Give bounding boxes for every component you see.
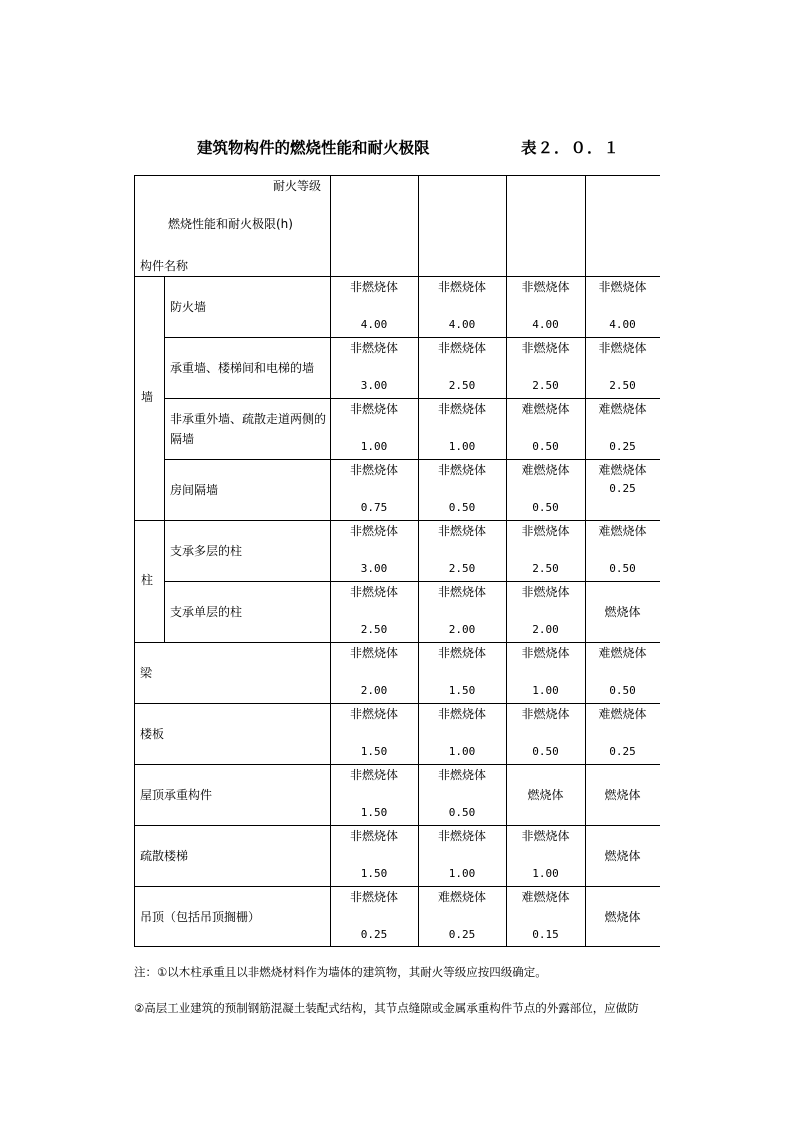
fire-resistance-hours: 0.50 bbox=[609, 562, 636, 575]
combustion-class: 非燃烧体 bbox=[349, 829, 399, 843]
combustion-class: 非燃烧体 bbox=[349, 768, 399, 782]
combustion-class: 非燃烧体 bbox=[349, 341, 399, 355]
component-name: 防火墙 bbox=[170, 300, 207, 314]
fire-resistance-hours: 3.00 bbox=[360, 379, 388, 392]
row-divider bbox=[134, 703, 660, 704]
column-divider bbox=[506, 175, 507, 947]
combustion-class: 非燃烧体 bbox=[349, 890, 399, 904]
fire-resistance-hours: 1.50 bbox=[360, 806, 388, 819]
combustion-class: 非燃烧体 bbox=[521, 341, 570, 355]
fire-resistance-hours: 2.50 bbox=[448, 562, 476, 575]
combustion-class: 难燃烧体 bbox=[521, 890, 570, 904]
component-name: 吊顶（包括吊顶搁栅） bbox=[140, 910, 261, 924]
fire-resistance-hours: 1.50 bbox=[360, 745, 388, 758]
combustion-class: 非燃烧体 bbox=[437, 341, 487, 355]
combustion-class: 非燃烧体 bbox=[521, 524, 570, 538]
table-number: 表２．０．１ bbox=[521, 138, 621, 157]
row-divider bbox=[164, 337, 660, 338]
combustion-class: 难燃烧体 bbox=[521, 402, 570, 416]
component-name: 楼板 bbox=[140, 727, 165, 741]
fire-resistance-hours: 2.00 bbox=[360, 684, 388, 697]
table-title: 建筑物构件的燃烧性能和耐火极限 bbox=[197, 138, 430, 157]
combustion-class: 非燃烧体 bbox=[349, 463, 399, 477]
fire-resistance-hours: 0.25 bbox=[360, 928, 388, 941]
fire-resistance-hours: 0.25 bbox=[609, 482, 636, 495]
component-name: 隔墙 bbox=[170, 432, 195, 446]
fire-resistance-hours: 0.15 bbox=[532, 928, 559, 941]
fire-resistance-hours: 0.50 bbox=[609, 684, 636, 697]
fire-resistance-hours: 0.50 bbox=[532, 440, 559, 453]
combustion-class: 难燃烧体 bbox=[521, 463, 570, 477]
combustion-class: 非燃烧体 bbox=[437, 646, 487, 660]
fire-resistance-hours: 2.50 bbox=[532, 562, 559, 575]
fire-resistance-hours: 4.00 bbox=[448, 318, 476, 331]
combustion-class: 非燃烧体 bbox=[437, 585, 487, 599]
combustion-class: 非燃烧体 bbox=[437, 463, 487, 477]
combustion-class: 难燃烧体 bbox=[598, 524, 647, 538]
fire-resistance-hours: 0.25 bbox=[609, 440, 636, 453]
table-border-bottom bbox=[134, 946, 660, 947]
combustion-class: 非燃烧体 bbox=[349, 585, 399, 599]
fire-resistance-hours: 1.00 bbox=[448, 867, 476, 880]
fire-resistance-hours: 2.50 bbox=[609, 379, 636, 392]
combustion-class: 非燃烧体 bbox=[521, 646, 570, 660]
component-name: 支承多层的柱 bbox=[170, 544, 243, 558]
combustion-class: 非燃烧体 bbox=[349, 707, 399, 721]
fire-resistance-hours: 1.00 bbox=[532, 867, 559, 880]
fire-resistance-hours: 2.50 bbox=[448, 379, 476, 392]
fire-resistance-hours: 1.00 bbox=[448, 745, 476, 758]
fire-resistance-hours: 0.50 bbox=[448, 501, 476, 514]
component-name: 疏散楼梯 bbox=[140, 849, 189, 863]
note-1: 注：①以木柱承重且以非燃烧材料作为墙体的建筑物，其耐火等级应按四级确定。 bbox=[134, 965, 547, 979]
component-name: 屋顶承重构件 bbox=[140, 788, 213, 802]
row-divider bbox=[134, 276, 660, 277]
column-divider bbox=[330, 175, 331, 947]
row-divider bbox=[164, 581, 660, 582]
component-name: 房间隔墙 bbox=[170, 483, 219, 497]
row-divider bbox=[134, 642, 164, 643]
fire-resistance-hours: 0.25 bbox=[609, 745, 636, 758]
fire-resistance-hours: 0.50 bbox=[532, 501, 559, 514]
combustion-class: 燃烧体 bbox=[604, 849, 641, 863]
component-name: 梁 bbox=[140, 666, 153, 680]
combustion-class: 非燃烧体 bbox=[598, 280, 647, 294]
row-divider bbox=[134, 825, 660, 826]
fire-resistance-hours: 4.00 bbox=[360, 318, 388, 331]
fire-resistance-hours: 0.25 bbox=[448, 928, 476, 941]
combustion-class: 非燃烧体 bbox=[437, 524, 487, 538]
combustion-class: 难燃烧体 bbox=[598, 463, 647, 477]
combustion-class: 难燃烧体 bbox=[598, 646, 647, 660]
combustion-class: 燃烧体 bbox=[527, 788, 564, 802]
fire-resistance-table bbox=[134, 175, 660, 947]
component-name: 非承重外墙、疏散走道两侧的 bbox=[170, 412, 327, 426]
row-divider bbox=[134, 520, 660, 521]
group-label-wall: 墙 bbox=[141, 390, 154, 404]
combustion-class: 燃烧体 bbox=[604, 910, 641, 924]
fire-resistance-hours: 1.00 bbox=[532, 684, 559, 697]
combustion-class: 非燃烧体 bbox=[598, 341, 647, 355]
combustion-class: 非燃烧体 bbox=[437, 280, 487, 294]
row-divider bbox=[164, 642, 660, 643]
combustion-class: 非燃烧体 bbox=[437, 402, 487, 416]
fire-resistance-hours: 2.50 bbox=[360, 623, 388, 636]
combustion-class: 难燃烧体 bbox=[437, 890, 487, 904]
combustion-class: 非燃烧体 bbox=[349, 524, 399, 538]
fire-resistance-hours: 2.00 bbox=[448, 623, 476, 636]
fire-resistance-hours: 0.50 bbox=[448, 806, 476, 819]
combustion-class: 非燃烧体 bbox=[349, 646, 399, 660]
column-divider bbox=[585, 175, 586, 947]
table-border-left bbox=[134, 175, 135, 947]
fire-resistance-hours: 4.00 bbox=[609, 318, 636, 331]
note-2: ②高层工业建筑的预制钢筋混凝土装配式结构，其节点缝隙或金属承重构件节点的外露部位，应做防 bbox=[134, 1001, 639, 1015]
header-performance: 燃烧性能和耐火极限(h) bbox=[168, 217, 293, 231]
combustion-class: 非燃烧体 bbox=[349, 402, 399, 416]
combustion-class: 非燃烧体 bbox=[437, 707, 487, 721]
combustion-class: 非燃烧体 bbox=[521, 280, 570, 294]
row-divider bbox=[164, 398, 660, 399]
row-divider bbox=[134, 764, 660, 765]
column-divider bbox=[418, 175, 419, 947]
fire-resistance-hours: 2.00 bbox=[532, 623, 559, 636]
combustion-class: 燃烧体 bbox=[604, 605, 641, 619]
group-label-column: 柱 bbox=[141, 573, 154, 587]
fire-resistance-hours: 0.50 bbox=[532, 745, 559, 758]
fire-resistance-hours: 1.00 bbox=[360, 440, 388, 453]
combustion-class: 非燃烧体 bbox=[521, 829, 570, 843]
combustion-class: 非燃烧体 bbox=[437, 829, 487, 843]
component-name: 承重墙、楼梯间和电梯的墙 bbox=[170, 361, 315, 375]
fire-resistance-hours: 1.50 bbox=[448, 684, 476, 697]
fire-resistance-hours: 1.50 bbox=[360, 867, 388, 880]
fire-resistance-hours: 0.75 bbox=[360, 501, 388, 514]
fire-resistance-hours: 4.00 bbox=[532, 318, 559, 331]
combustion-class: 非燃烧体 bbox=[437, 768, 487, 782]
combustion-class: 非燃烧体 bbox=[349, 280, 399, 294]
combustion-class: 非燃烧体 bbox=[521, 707, 570, 721]
fire-resistance-hours: 2.50 bbox=[532, 379, 559, 392]
component-name: 支承单层的柱 bbox=[170, 605, 243, 619]
combustion-class: 难燃烧体 bbox=[598, 402, 647, 416]
combustion-class: 燃烧体 bbox=[604, 788, 641, 802]
table-border-top bbox=[134, 175, 660, 176]
row-divider bbox=[164, 459, 660, 460]
row-divider bbox=[134, 886, 660, 887]
combustion-class: 难燃烧体 bbox=[598, 707, 647, 721]
combustion-class: 非燃烧体 bbox=[521, 585, 570, 599]
header-component-name: 构件名称 bbox=[140, 259, 189, 273]
fire-resistance-hours: 3.00 bbox=[360, 562, 388, 575]
header-grade: 耐火等级 bbox=[273, 179, 322, 193]
row-divider bbox=[134, 520, 164, 521]
fire-resistance-hours: 1.00 bbox=[448, 440, 476, 453]
